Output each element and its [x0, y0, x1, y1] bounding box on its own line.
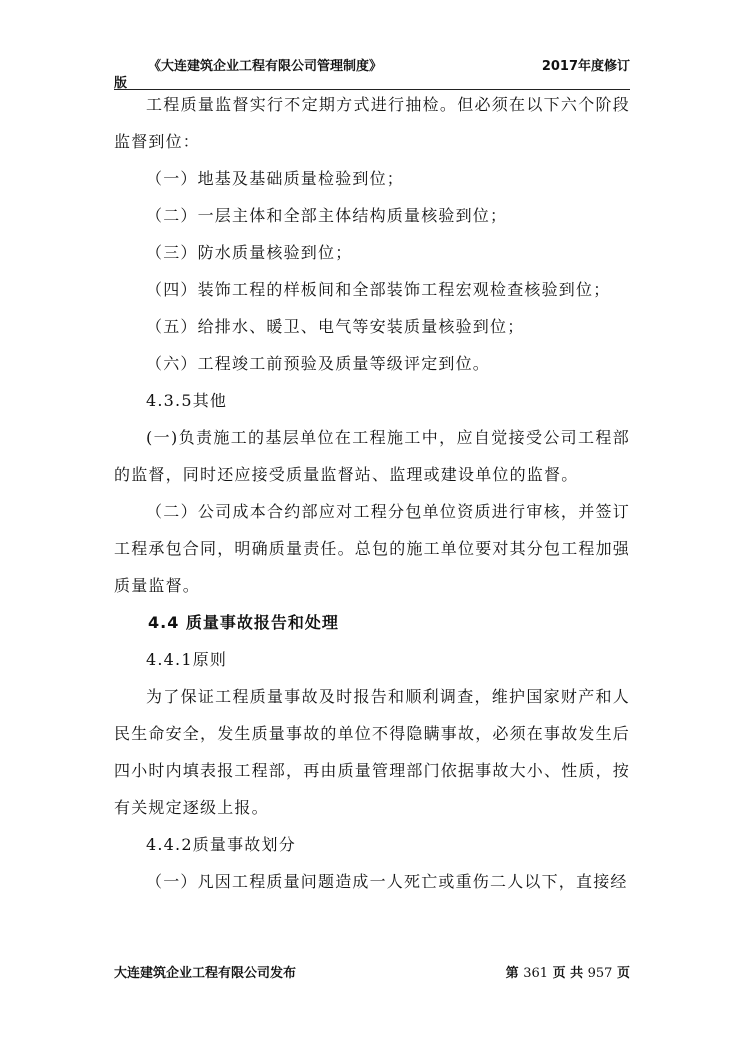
subsection-title: 4.4.1原则 — [146, 650, 228, 669]
list-item: （四）装饰工程的样板间和全部装饰工程宏观检查核验到位； — [146, 280, 611, 299]
list-item: （五）给排水、暖卫、电气等安装质量核验到位； — [146, 317, 525, 336]
header-edition-wrap: 版 — [114, 76, 128, 91]
page-mid: 页 共 — [552, 966, 584, 981]
document-body — [114, 86, 630, 900]
paragraph: （二）公司成本合约部应对工程分包单位资质进行审核，并签订工程承包合同，明确质量责任。总包的施工单位要对其分包工程加强质量监督。 — [114, 502, 631, 595]
footer-page-number — [506, 962, 630, 981]
list-item: （一）地基及基础质量检验到位； — [146, 169, 405, 188]
header-edition: 2017年度修订 — [541, 59, 630, 74]
section-heading: 4.4 质量事故报告和处理 — [148, 613, 339, 632]
footer-publisher: 大连建筑企业工程有限公司发布 — [114, 966, 297, 981]
paragraph: （一）凡因工程质量问题造成一人死亡或重伤二人以下，直接经 — [146, 872, 628, 891]
list-item: （三）防水质量核验到位； — [146, 243, 353, 262]
page-current: 361 — [523, 966, 549, 981]
page-suffix: 页 — [616, 966, 630, 981]
paragraph: (一)负责施工的基层单位在工程施工中，应自觉接受公司工程部的监督，同时还应接受质量监督站、监理或建设单位的监督。 — [114, 428, 630, 484]
list-item: （二）一层主体和全部主体结构质量核验到位； — [146, 206, 508, 225]
header-title: 《大连建筑企业工程有限公司管理制度》 — [148, 59, 383, 74]
subsection-title: 4.3.5其他 — [146, 391, 228, 410]
page-total: 957 — [587, 966, 613, 981]
subsection-title: 4.4.2质量事故划分 — [146, 835, 296, 854]
paragraph: 为了保证工程质量事故及时报告和顺利调查，维护国家财产和人民生命安全，发生质量事故的单位不得隐瞒事故，必须在事故发生后四小时内填表报工程部，再由质量管理部门依据事故大小、性质，按有关规定逐级上报。 — [114, 687, 631, 817]
list-item: （六）工程竣工前预验及质量等级评定到位。 — [146, 354, 491, 373]
paragraph: 工程质量监督实行不定期方式进行抽检。但必须在以下六个阶段监督到位： — [114, 95, 630, 151]
page-prefix: 第 — [505, 966, 519, 981]
